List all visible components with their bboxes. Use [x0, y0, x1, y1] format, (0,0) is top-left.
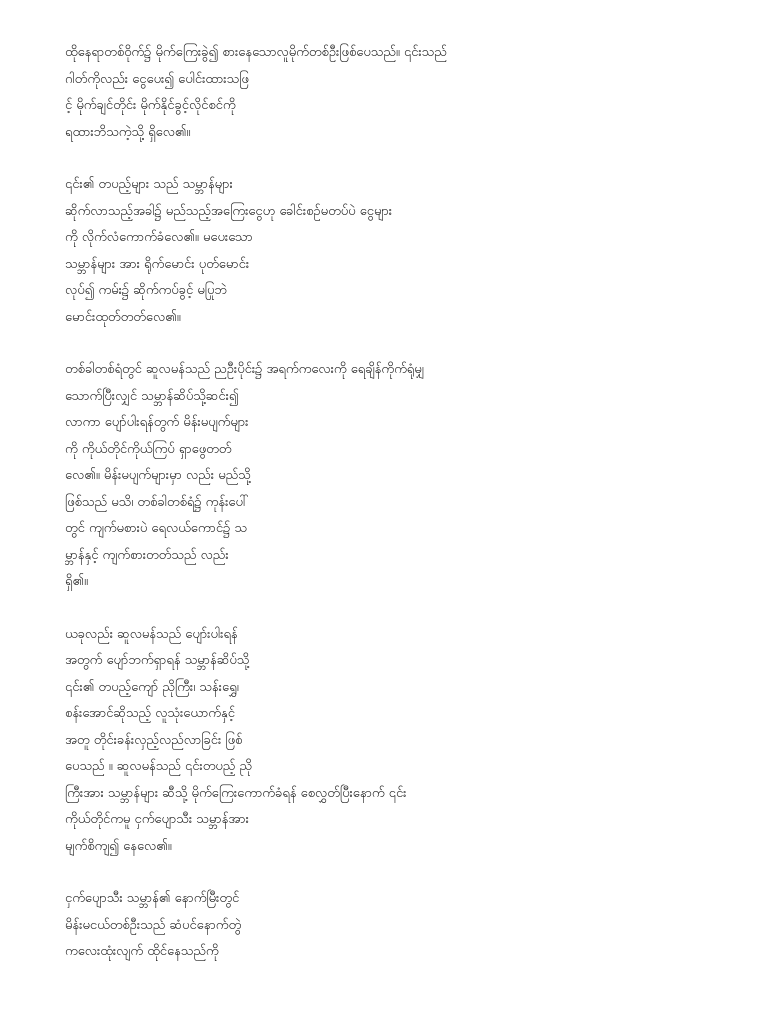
text-line: ယခုလည်း ဆူလမန်သည် ပျော်းပါးရန် [65, 626, 238, 642]
paragraph-4 [65, 622, 728, 861]
text-line: မိန်းမငယ်တစ်ဦးသည် ဆံပင်နောက်တွဲ [65, 917, 242, 933]
text-line: လာကာ ပျော်ပါးရန်တွက် မိန်းမပျက်များ [65, 415, 249, 430]
text-line: ထိုနေရာတစ်ဝိုက်၌ မိုက်ကြေးခွဲ၍ စားနေသောလူမိုက်တစ်ဦးဖြစ်ပေသည်။ ၎င်းသည် [65, 45, 447, 60]
paragraph-2 [65, 172, 728, 331]
text-line: ကိုယ်တိုင်ကမူ ငှက်ပျောသီး သမ္ဘာန်အား [65, 812, 249, 827]
text-line: ၎င်း၏ တပည့်များ သည် သမ္ဘာန်များ [65, 177, 233, 192]
text-line: မျက်စိကျ၍ နေလေ၏။ [65, 838, 172, 854]
paragraph-1 [65, 40, 728, 146]
text-line: ကြီးအား သမ္ဘာန်များ ဆီသို့ မိုက်ကြေးကောက်ခံရန် စေလွှတ်ပြီးနောက် ၎င်း [65, 785, 407, 801]
text-line: သောက်ပြီးလျှင် သမ္ဘာန်ဆိပ်သို့ဆင်း၍ [65, 388, 239, 404]
text-line: အတွက် ပျော်ဘက်ရှာရန် သမ္ဘာန်ဆိပ်သို့ [65, 653, 250, 668]
text-line: ဂါတ်ကိုလည်း ငွေပေး၍ ပေါင်းထားသဖြ [65, 71, 249, 87]
text-line: ငှက်ပျောသီး သမ္ဘာန်၏ နောက်မြီးတွင် [65, 891, 240, 906]
text-line: အတူ တိုင်းခန်းလှည့်လည်လာခြင်း ဖြစ် [65, 732, 243, 748]
text-line: ဆိုက်လာသည့်အခါ၌ မည်သည့်အကြေးငွေဟု ခေါင်းစဉ်မတပ်ပဲ ငွေများ [65, 203, 393, 219]
text-line: ဖြစ်သည် မသိ၊ တစ်ခါတစ်ရံ၌ ကုန်းပေါ် [65, 494, 249, 510]
paragraph-5 [65, 886, 728, 966]
text-line: ကို လိုက်လံကောက်ခံလေ၏။ မပေးသော [65, 230, 253, 245]
text-line: ၎င်း၏ တပည့်ကျော် ညိုကြီး၊ သန်းရွှေ၊ [65, 679, 239, 695]
text-line: ပေသည် ။ ဆူလမန်သည် ၎င်းတပည့် ညို [65, 759, 253, 774]
text-line: တစ်ခါတစ်ရံတွင် ဆူလမန်သည် ညဦးပိုင်း၌ အရက်ကလေးကို ရေချိန်ကိုက်ရုံမျှ [65, 362, 425, 377]
text-line: ကလေးထုံးလျက် ထိုင်နေသည်ကို [65, 944, 219, 959]
text-line: ကို ကိုယ်တိုင်ကိုယ်ကြပ် ရှာဖွေတတ် [65, 441, 232, 457]
text-line: လေ၏။ မိန်းမပျက်များမှာ လည်း မည်သို့ [65, 468, 251, 483]
text-line: ရထားဘိသကဲ့သို့ ရှိလေ၏။ [65, 124, 191, 140]
text-line: တွင် ကျက်မစားပဲ ရေလယ်ကောင်၌ သ [65, 521, 248, 536]
paragraph-3 [65, 357, 728, 596]
text-line: မောင်းထုတ်တတ်လေ၏။ [65, 309, 181, 325]
text-line: စန်းအောင်ဆိုသည့် လူသုံးယောက်နှင့် [65, 706, 235, 721]
text-line: မ္ဘာန်နှင့် ကျက်စားတတ်သည် လည်း [65, 547, 229, 563]
text-line: သမ္ဘာန်များ အား ရိုက်မောင်း ပုတ်မောင်း [65, 256, 250, 272]
text-line: င့် မိုက်ချင်တိုင်း မိုက်နိုင်ခွင့်လိုင်စင်ကို [65, 98, 236, 113]
text-line: ရှိ၏။ [65, 574, 88, 589]
text-line: လုပ်၍ ကမ်း၌ ဆိုက်ကပ်ခွင့် မပြုဘဲ [65, 283, 227, 298]
